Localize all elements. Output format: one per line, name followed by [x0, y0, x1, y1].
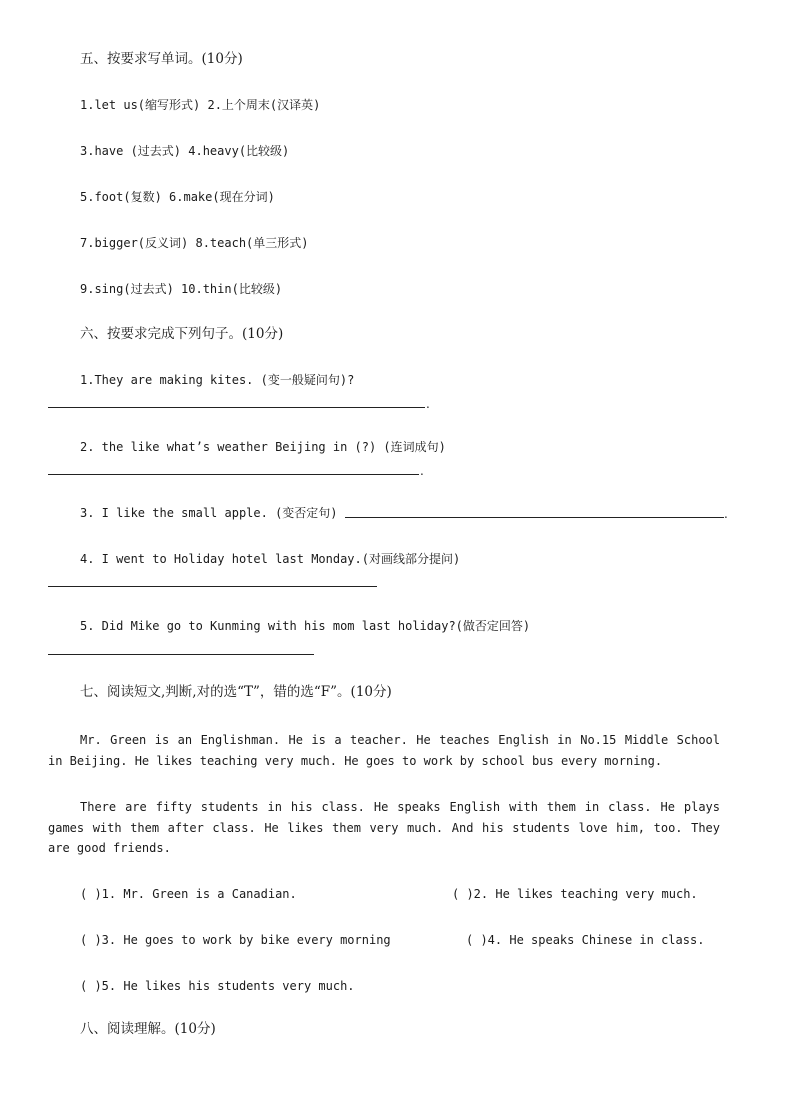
section6-item-5: 5. Did Mike go to Kunming with his mom last holiday?(做否定回答) — [80, 619, 531, 633]
section6-item-4: 4. I went to Holiday hotel last Monday.(对画线部分提问) — [80, 552, 461, 566]
reading-paragraph-1: Mr. Green is an Englishman. He is a teacher. He teaches English in No.15 Middle School in Beijing. He likes teaching very much. He goes to work by school bus every morning. — [48, 733, 720, 768]
judge-question-4: ( )4. He speaks Chinese in class. — [466, 933, 705, 947]
section7-heading: 七、阅读短文,判断,对的选“T”，错的选“F”。(10分) — [80, 684, 392, 700]
section8-heading: 八、阅读理解。(10分) — [80, 1021, 216, 1037]
answer-line-2-period: . — [420, 464, 424, 478]
judge-question-3: ( )3. He goes to work by bike every morning — [80, 933, 391, 947]
section6-item-1: 1.They are making kites. (变一般疑问句)? — [80, 373, 355, 387]
answer-line-3-period: . — [724, 507, 728, 521]
answer-line-4[interactable] — [48, 586, 377, 587]
section5-row-5: 9.sing(过去式) 10.thin(比较级) — [80, 282, 283, 296]
judge-question-5: ( )5. He likes his students very much. — [80, 979, 355, 993]
section5-row-3: 5.foot(复数) 6.make(现在分词) — [80, 190, 275, 204]
answer-line-3[interactable] — [345, 517, 724, 518]
section6-item-2: 2. the like what’s weather Beijing in (?) (连词成句) — [80, 440, 446, 454]
judge-question-2: ( )2. He likes teaching very much. — [452, 887, 698, 901]
section6-heading: 六、按要求完成下列句子。(10分) — [80, 326, 284, 342]
section5-heading: 五、按要求写单词。(10分) — [80, 51, 243, 67]
section5-row-1: 1.let us(缩写形式) 2.上个周末(汉译英) — [80, 98, 321, 112]
section5-row-4: 7.bigger(反义词) 8.teach(单三形式) — [80, 236, 309, 250]
answer-line-2[interactable] — [48, 474, 419, 475]
answer-line-1[interactable] — [48, 407, 425, 408]
judge-question-1: ( )1. Mr. Green is a Canadian. — [80, 887, 297, 901]
answer-line-5[interactable] — [48, 654, 314, 655]
reading-paragraph-2: There are fifty students in his class. He speaks English with them in class. He plays games with them after class. He likes them very much. And his students love him, too. They are good friends. — [48, 800, 720, 855]
answer-line-1-period: . — [426, 397, 430, 411]
section6-item-3: 3. I like the small apple. (变否定句) — [80, 506, 338, 520]
section5-row-2: 3.have (过去式) 4.heavy(比较级) — [80, 144, 290, 158]
